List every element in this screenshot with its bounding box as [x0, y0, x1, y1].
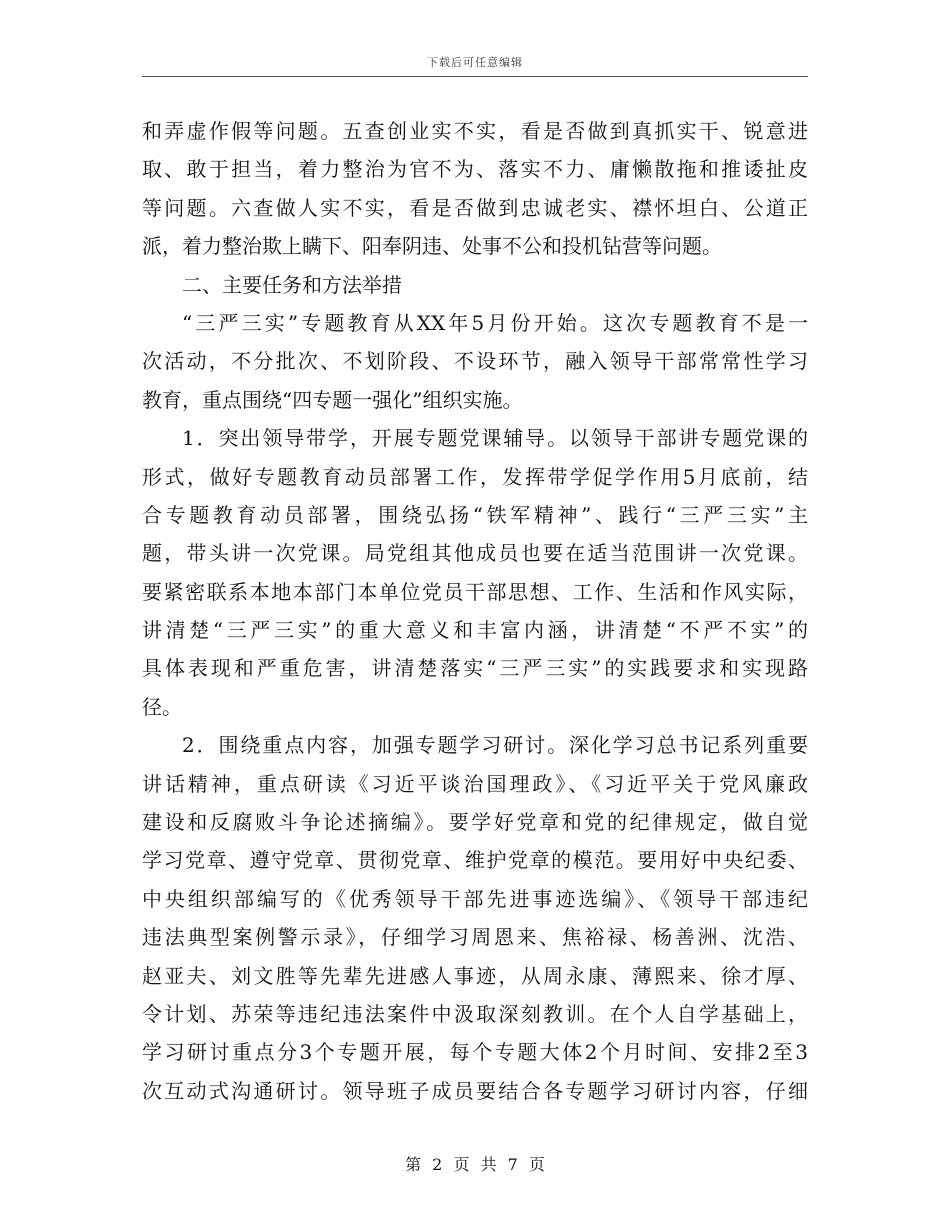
- body-line: 学习党章、遵守党章、贯彻党章、维护党章的模范。要用好中央纪委、: [142, 848, 808, 873]
- body-line: 具体表现和严重危害，讲清楚落实“三严三实”的实践要求和实现路: [142, 656, 808, 681]
- page-footer: 第 2 页 共 7 页: [405, 1155, 545, 1174]
- body-line: 1．突出领导带学，开展专题党课辅导。以领导干部讲专题党课的: [182, 426, 808, 451]
- body-line: 中央组织部编写的《优秀领导干部先进事迹选编》、《领导干部违纪: [142, 886, 808, 911]
- body-line: 次活动，不分批次、不划阶段、不设环节，融入领导干部常常性学习: [142, 349, 808, 374]
- body-line: 形式，做好专题教育动员部署工作，发挥带学促学作用5月底前，结: [142, 464, 808, 489]
- body-line: 等问题。六查做人实不实，看是否做到忠诚老实、襟怀坦白、公道正: [142, 195, 808, 220]
- body-line: 赵亚夫、刘文胜等先辈先进感人事迹，从周永康、薄熙来、徐才厚、: [142, 963, 808, 988]
- header-divider: [142, 76, 808, 77]
- body-line: 和弄虚作假等问题。五查创业实不实，看是否做到真抓实干、锐意进: [142, 119, 808, 143]
- body-line: 派，着力整治欺上瞒下、阳奉阴违、处事不公和投机钻营等问题。: [142, 234, 722, 259]
- body-line: 教育，重点围绕“四专题一强化”组织实施。: [142, 387, 523, 412]
- body-line: “三严三实”专题教育从XX年5月份开始。这次专题教育不是一: [182, 310, 808, 335]
- body-line: 次互动式沟通研讨。领导班子成员要结合各专题学习研讨内容，仔细: [142, 1078, 808, 1103]
- body-line: 讲清楚“三严三实”的重大意义和丰富内涵，讲清楚“不严不实”的: [142, 618, 808, 643]
- body-line: 题，带头讲一次党课。局党组其他成员也要在适当范围讲一次党课。: [142, 541, 808, 566]
- body-line: 二、主要任务和方法举措: [182, 272, 402, 297]
- body-line: 建设和反腐败斗争论述摘编》。要学好党章和党的纪律规定，做自觉: [142, 810, 808, 835]
- document-body: [142, 112, 808, 1110]
- body-line: 要紧密联系本地本部门本单位党员干部思想、工作、生活和作风实际，: [142, 579, 808, 604]
- body-line: 学习研讨重点分3个专题开展，每个专题大体2个月时间、安排2至3: [142, 1040, 808, 1065]
- body-line: 讲话精神，重点研读《习近平谈治国理政》、《习近平关于党风廉政: [142, 771, 808, 796]
- body-line: 令计划、苏荣等违纪违法案件中汲取深刻教训。在个人自学基础上，: [142, 1001, 808, 1026]
- body-line: 径。: [142, 694, 182, 719]
- body-line: 2．围绕重点内容，加强专题学习研讨。深化学习总书记系列重要: [182, 733, 808, 758]
- page-header: 下载后可任意编辑: [427, 56, 523, 69]
- body-line: 合专题教育动员部署，围绕弘扬“铁军精神”、践行“三严三实”主: [142, 502, 808, 527]
- body-line: 取、敢于担当，着力整治为官不为、落实不力、庸懒散拖和推诿扯皮: [142, 157, 808, 182]
- body-line: 违法典型案例警示录》，仔细学习周恩来、焦裕禄、杨善洲、沈浩、: [142, 925, 808, 950]
